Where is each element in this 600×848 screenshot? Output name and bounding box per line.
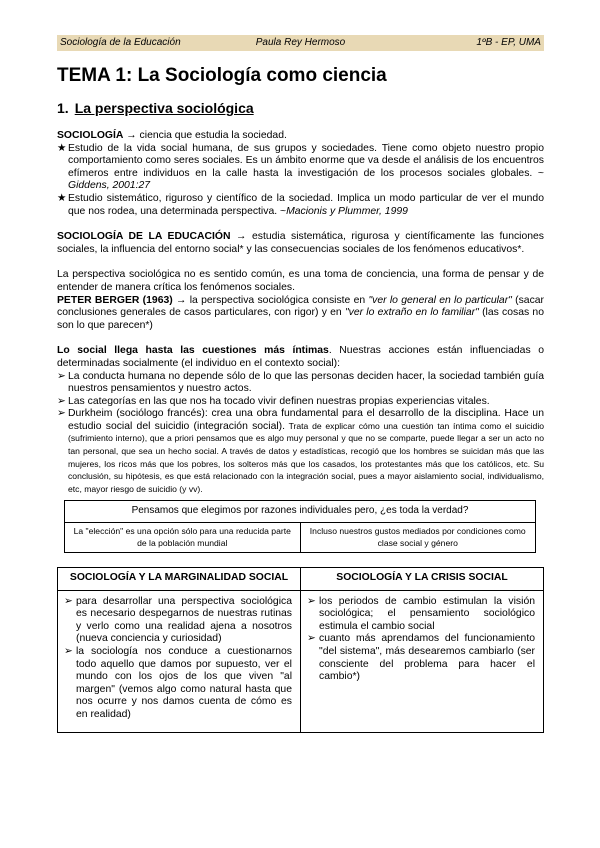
cite-giddens: Giddens, 2001:27	[68, 180, 151, 192]
list-item	[57, 396, 544, 409]
item-text: para desarrollar una perspectiva sociológica es necesario despegarnos de nuestras rutinas y verlo como una realidad ajena a nosotros (nueva conciencia y curiosidad)	[76, 595, 292, 645]
page-header	[57, 35, 544, 51]
box-left: La "elección" es una opción sólo para una reducida parte de la población mundial	[73, 526, 291, 548]
star-icon: ★	[57, 142, 67, 154]
durkheim-detail: Trata de explicar cómo una cuestión tan íntima como el suicidio (sufrimiento interno), que a priori pensamos que es algo muy personal y que no se comparte, puede llegar a ser un acto no tan personal, que sea un hecho social. A través de datos y estadísticas, recogió que los hombres se suicidan más que las mujeres, los ricos más que los pobres, los solteros más que los casados, los protestantes más que los católicos, etc. Su conclusión, su hipótesis, es que está relacionado con la integración social, pues a mayor aislamiento social, individualismo, etc, mayor riesgo de suicidio (y vv).	[68, 420, 545, 494]
arrow-bullet-icon: ➢	[307, 595, 316, 607]
item-text: los periodos de cambio estimulan la visión sociológica; el pensamiento sociológico estimula el cambio social	[319, 595, 535, 632]
document-body	[57, 64, 544, 733]
list-item	[57, 193, 544, 218]
term-sociologia: SOCIOLOGÍA	[57, 130, 124, 141]
berger-text-a: → la perspectiva sociológica consiste en	[172, 294, 369, 306]
list-item	[57, 371, 544, 396]
arrow-bullet-icon: ➢	[57, 395, 66, 407]
list-item	[64, 646, 292, 722]
star-icon: ★	[57, 192, 67, 204]
arrow-bullet-icon: ➢	[57, 408, 66, 420]
perspectiva-paragraph	[57, 269, 544, 332]
lo-social-text: . Nuestras acciones están influenciadas o determinadas socialmente (el individuo en el contexto social):	[57, 345, 544, 369]
course-name: Sociología de la Educación	[60, 36, 181, 48]
author-name: Paula Rey Hermoso	[255, 36, 346, 48]
perspectiva-text: La perspectiva sociológica no es sentido común, es una toma de conciencia, una forma de pensar y de entender de manera crítica los fenómenos sociales.	[57, 269, 544, 293]
list-item	[57, 408, 544, 496]
berger-quote-1: "ver lo general en lo particular"	[368, 294, 512, 306]
cite-macionis: Macionis y Plummer, 1999	[286, 205, 408, 217]
section-number: 1.	[57, 100, 69, 116]
list-item	[307, 633, 535, 683]
sociologia-def: → ciencia que estudia la sociedad.	[126, 130, 287, 141]
table-header-right: SOCIOLOGÍA Y LA CRISIS SOCIAL	[300, 568, 543, 590]
def-macionis: Estudio sistemático, riguroso y científico de la sociedad. Implica un modo particular de ver el mundo que nos rodea, una determinada perspectiva. ~	[68, 192, 544, 217]
group-label: 1ºB - EP, UMA	[476, 36, 541, 48]
berger-quote-2: "ver lo extraño en lo familiar"	[344, 307, 479, 319]
comparison-table	[57, 567, 544, 733]
berger-name: PETER BERGER (1963)	[57, 294, 173, 306]
soc-educacion-def: → estudia sistemática, rigurosa y científicamente las funciones sociales, la influencia del entorno social* y las consecuencias sociales de los fenómenos educativos*.	[57, 231, 545, 255]
arrow-bullet-icon: ➢	[57, 370, 66, 382]
table-header-left: SOCIOLOGÍA Y LA MARGINALIDAD SOCIAL	[69, 572, 289, 584]
box-right: Incluso nuestros gustos mediados por condiciones como clase social y género	[300, 523, 536, 552]
arrow-bullet-icon: ➢	[64, 595, 73, 607]
lo-social-lead: Lo social llega hasta las cuestiones más íntimas	[57, 345, 329, 357]
section-heading	[57, 99, 544, 117]
berger-text-c: (las cosas no son lo que parecen*)	[57, 307, 544, 331]
list-item	[307, 596, 535, 634]
item-text: La conducta humana no depende sólo de lo que las personas deciden hacer, la sociedad también guía nuestros pensamientos y nuestro actos.	[68, 370, 544, 395]
item-text: la sociología nos conduce a cuestionarnos todo aquello que damos por supuesto, ver el mundo con los ojos de los que viven "al margen" (vemos algo como natural hasta que nos ocurre y nos damos cuenta de cómo es en realidad)	[76, 646, 292, 720]
def-giddens: Estudio de la vida social humana, de sus grupos y sociedades. Tiene como objeto nuestro propio comportamiento como seres sociales. Es un ámbito enorme que va desde el análisis de los encuentros efímeros entre individuos en la calle hasta la investigación de los procesos sociales globales. ~	[68, 142, 544, 179]
list-item	[64, 596, 292, 646]
section-title: La perspectiva sociológica	[74, 100, 254, 116]
list-item	[57, 143, 544, 193]
durkheim-text: Durkheim (sociólogo francés): crea una obra fundamental para el desarrollo de la disciplina. Hace un estudio social del suicidio (integración social).	[68, 408, 544, 432]
arrow-bullet-icon: ➢	[307, 633, 316, 645]
term-soc-educacion: SOCIOLOGÍA DE LA EDUCACIÓN	[57, 231, 231, 243]
page-title: TEMA 1: La Sociología como ciencia	[57, 65, 387, 86]
arrow-bullet-icon: ➢	[64, 646, 73, 657]
box-question: Pensamos que elegimos por razones individuales pero, ¿es toda la verdad?	[65, 501, 535, 523]
table-cell-right	[300, 591, 543, 732]
sociologia-definition	[57, 130, 544, 218]
sociologia-educacion	[57, 231, 544, 256]
item-text: Las categorías en las que nos ha tocado vivir definen nuestras propias experiencias vitales.	[68, 395, 490, 407]
item-text: cuanto más aprendamos del funcionamiento "del sistema", más desearemos cambiarlo (ser consciente del problema para hacer el cambio*)	[319, 633, 535, 683]
berger-text-b: (sacar conclusiones generales de casos particulares, con rigor) y en	[57, 294, 545, 319]
table-cell-left	[58, 591, 300, 732]
lo-social-section	[57, 345, 544, 496]
question-box	[64, 500, 536, 553]
